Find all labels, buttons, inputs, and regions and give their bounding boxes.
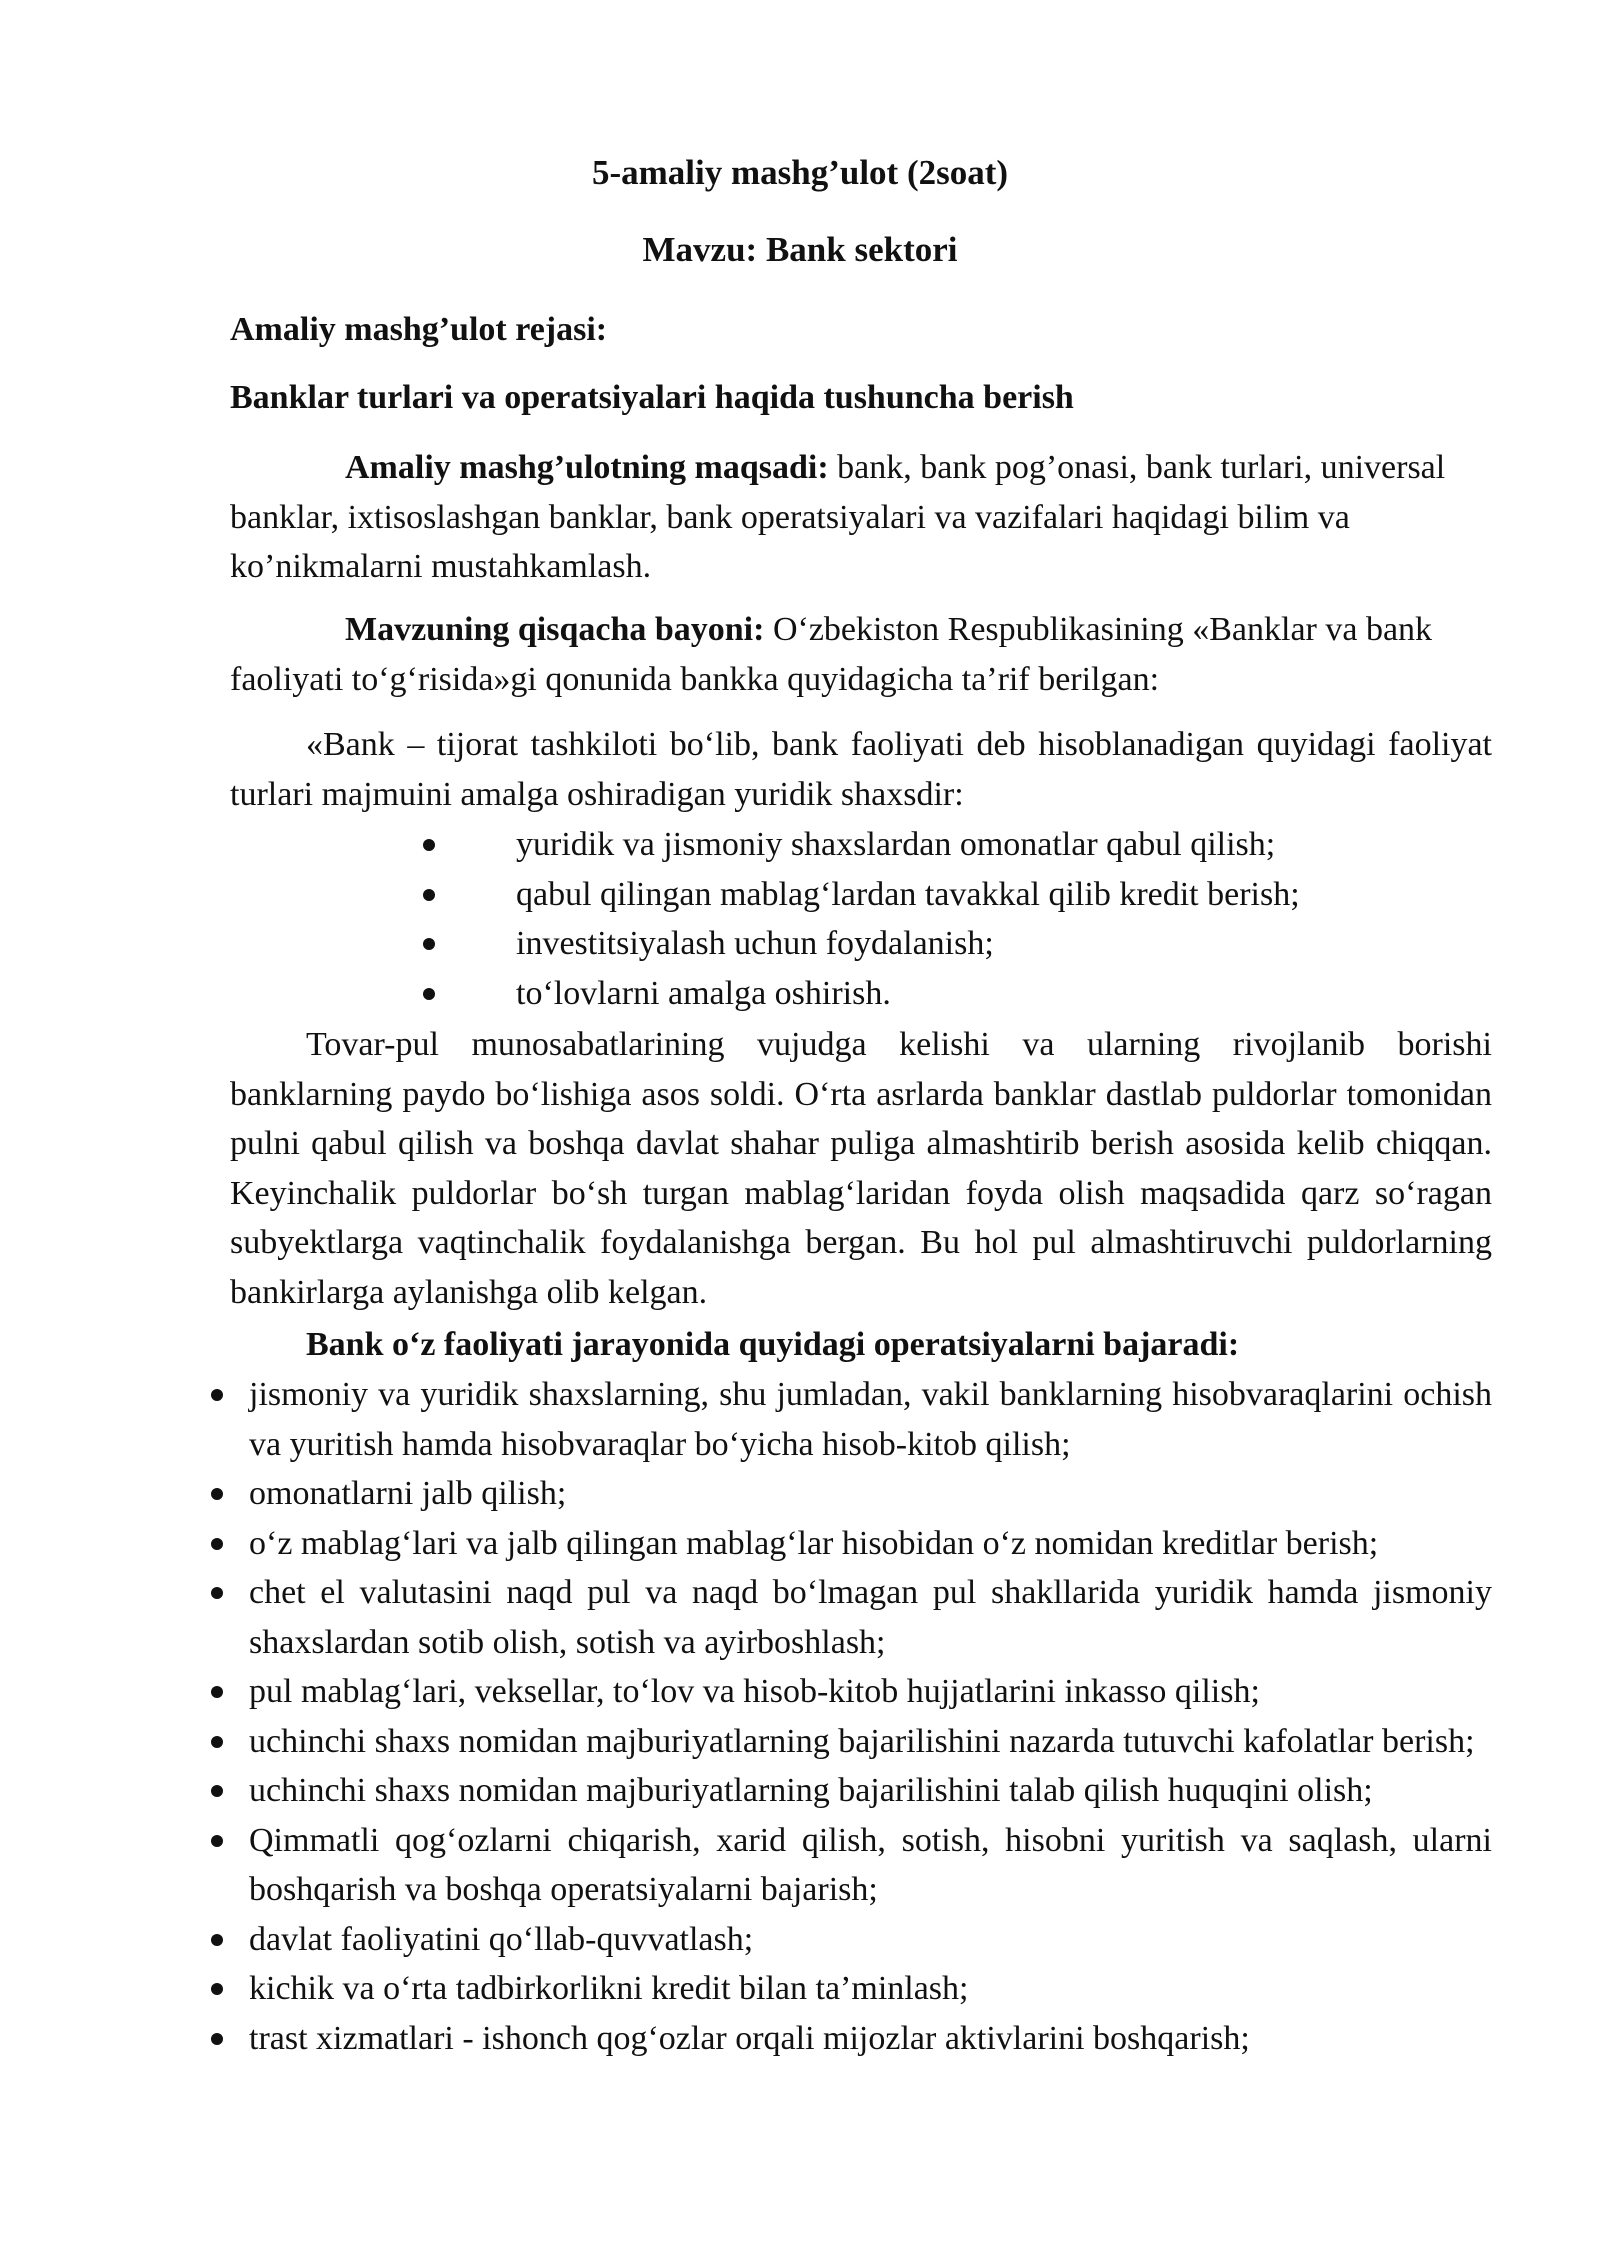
bullet-icon	[211, 1686, 223, 1698]
list-item-text: omonatlarni jalb qilish;	[249, 1475, 567, 1512]
list-item	[0, 1915, 1600, 1965]
bullet-icon	[211, 1835, 223, 1847]
list-item-text: investitsiyalash uchun foydalanish;	[516, 925, 994, 962]
list-item	[0, 1519, 1600, 1569]
list-item	[0, 2014, 1600, 2064]
summary-paragraph	[230, 605, 1492, 704]
list-item-text: pul mablag‘lari, veksellar, to‘lov va hisob-kitob hujjatlarini inkasso qilish;	[249, 1673, 1260, 1710]
bullet-icon	[211, 2033, 223, 2045]
plan-heading: Amaliy mashg’ulot rejasi:	[230, 311, 608, 348]
list-item	[0, 919, 1600, 969]
list-item	[0, 1766, 1600, 1816]
bullet-icon	[211, 1983, 223, 1995]
list-item-text: to‘lovlarni amalga oshirish.	[516, 974, 891, 1012]
operations-heading: Bank o‘z faoliyati jarayonida quyidagi operatsiyalarni bajaradi:	[306, 1326, 1240, 1363]
bullet-icon	[423, 988, 435, 1000]
list-item-text: uchinchi shaxs nomidan majburiyatlarning bajarilishini nazarda tutuvchi kafolatlar berish;	[249, 1722, 1475, 1760]
list-item	[0, 1667, 1600, 1717]
bullet-icon	[211, 1587, 223, 1599]
plan-item: Banklar turlari va operatsiyalari haqida tushuncha berish	[230, 379, 1074, 416]
page-title: 5-amaliy mashg’ulot (2soat)	[591, 153, 1009, 192]
operations-list	[0, 1370, 1600, 2063]
list-item-text: qabul qilingan mablag‘lardan tavakkal qilib kredit berish;	[516, 875, 1300, 913]
list-item-text: davlat faoliyatini qo‘llab-quvvatlash;	[249, 1920, 754, 1958]
list-item-text: o‘z mablag‘lari va jalb qilingan mablag‘lar hisobidan o‘z nomidan kreditlar berish;	[249, 1524, 1379, 1562]
summary-text: O‘zbekiston Respublikasining «Banklar va bank faoliyati to‘g‘risida»gi qonunida bankka quyidagicha ta’rif berilgan:	[230, 611, 1433, 698]
bullet-icon	[423, 889, 435, 901]
list-item-text: trast xizmatlari - ishonch qog‘ozlar orqali mijozlar aktivlarini boshqarish;	[249, 2019, 1250, 2057]
list-item	[0, 1816, 1600, 1915]
list-item	[0, 1717, 1600, 1767]
list-item-text: jismoniy va yuridik shaxslarning, shu jumladan, vakil banklarning hisobvaraqlarini ochish va yuritish hamda hisobvaraqlar bo‘yicha hisob-kitob qilish;	[249, 1376, 1492, 1463]
bullet-icon	[423, 839, 435, 851]
goal-paragraph	[230, 443, 1492, 592]
bullet-icon	[211, 1389, 223, 1401]
list-item-text: chet el valutasini naqd pul va naqd bo‘lmagan pul shakllarida yuridik hamda jismoniy shaxslardan sotib olish, sotish va ayirboshlash;	[249, 1574, 1492, 1661]
list-item-text: yuridik va jismoniy shaxslardan omonatlar qabul qilish;	[516, 826, 1276, 863]
activities-list	[0, 820, 1600, 1018]
bullet-icon	[211, 1934, 223, 1946]
list-item-text: uchinchi shaxs nomidan majburiyatlarning bajarilishini talab qilish huquqini olish;	[249, 1772, 1373, 1809]
list-item	[0, 1964, 1600, 2014]
list-item	[0, 820, 1600, 870]
history-paragraph: Tovar-pul munosabatlarining vujudga kelishi va ularning rivojlanib borishi banklarning paydo bo‘lishiga asos soldi. O‘rta asrlarda banklar dastlab puldorlar tomonidan pulni qabul qilish va boshqa davlat shahar puliga almashtirib berish asosida kelib chiqqan. Keyinchalik puldorlar bo‘sh turgan mablag‘laridan foyda olish maqsadida qarz so‘ragan subyektlarga vaqtinchalik foydalanishga bergan. Bu hol pul almashtiruvchi puldorlarning bankirlarga aylanishga olib kelgan.	[230, 1026, 1492, 1311]
goal-label: Amaliy mashg’ulotning maqsadi:	[345, 449, 829, 486]
bullet-icon	[423, 938, 435, 950]
list-item-text: kichik va o‘rta tadbirkorlikni kredit bilan ta’minlash;	[249, 1970, 969, 2007]
bullet-icon	[211, 1785, 223, 1797]
bullet-icon	[211, 1488, 223, 1500]
list-item	[0, 1568, 1600, 1667]
summary-label: Mavzuning qisqacha bayoni:	[345, 611, 765, 648]
bullet-icon	[211, 1736, 223, 1748]
list-item	[0, 1370, 1600, 1469]
list-item	[0, 1469, 1600, 1519]
bullet-icon	[211, 1538, 223, 1550]
bank-definition-quote: «Bank – tijorat tashkiloti bo‘lib, bank faoliyati deb hisoblanadigan quyidagi faoliyat turlari majmuini amalga oshiradigan yuridik shaxsdir:	[230, 726, 1492, 813]
goal-text: bank, bank pog’onasi, bank turlari, universal banklar, ixtisoslashgan banklar, bank operatsiyalari va vazifalari haqidagi bilim va ko’nikmalarni mustahkamlash.	[230, 449, 1446, 585]
list-item	[0, 870, 1600, 920]
topic-subtitle: Mavzu: Bank sektori	[642, 230, 958, 269]
list-item	[0, 969, 1600, 1019]
list-item-text: Qimmatli qog‘ozlarni chiqarish, xarid qilish, sotish, hisobni yuritish va saqlash, ularni boshqarish va boshqa operatsiyalarni bajarish;	[249, 1821, 1492, 1908]
